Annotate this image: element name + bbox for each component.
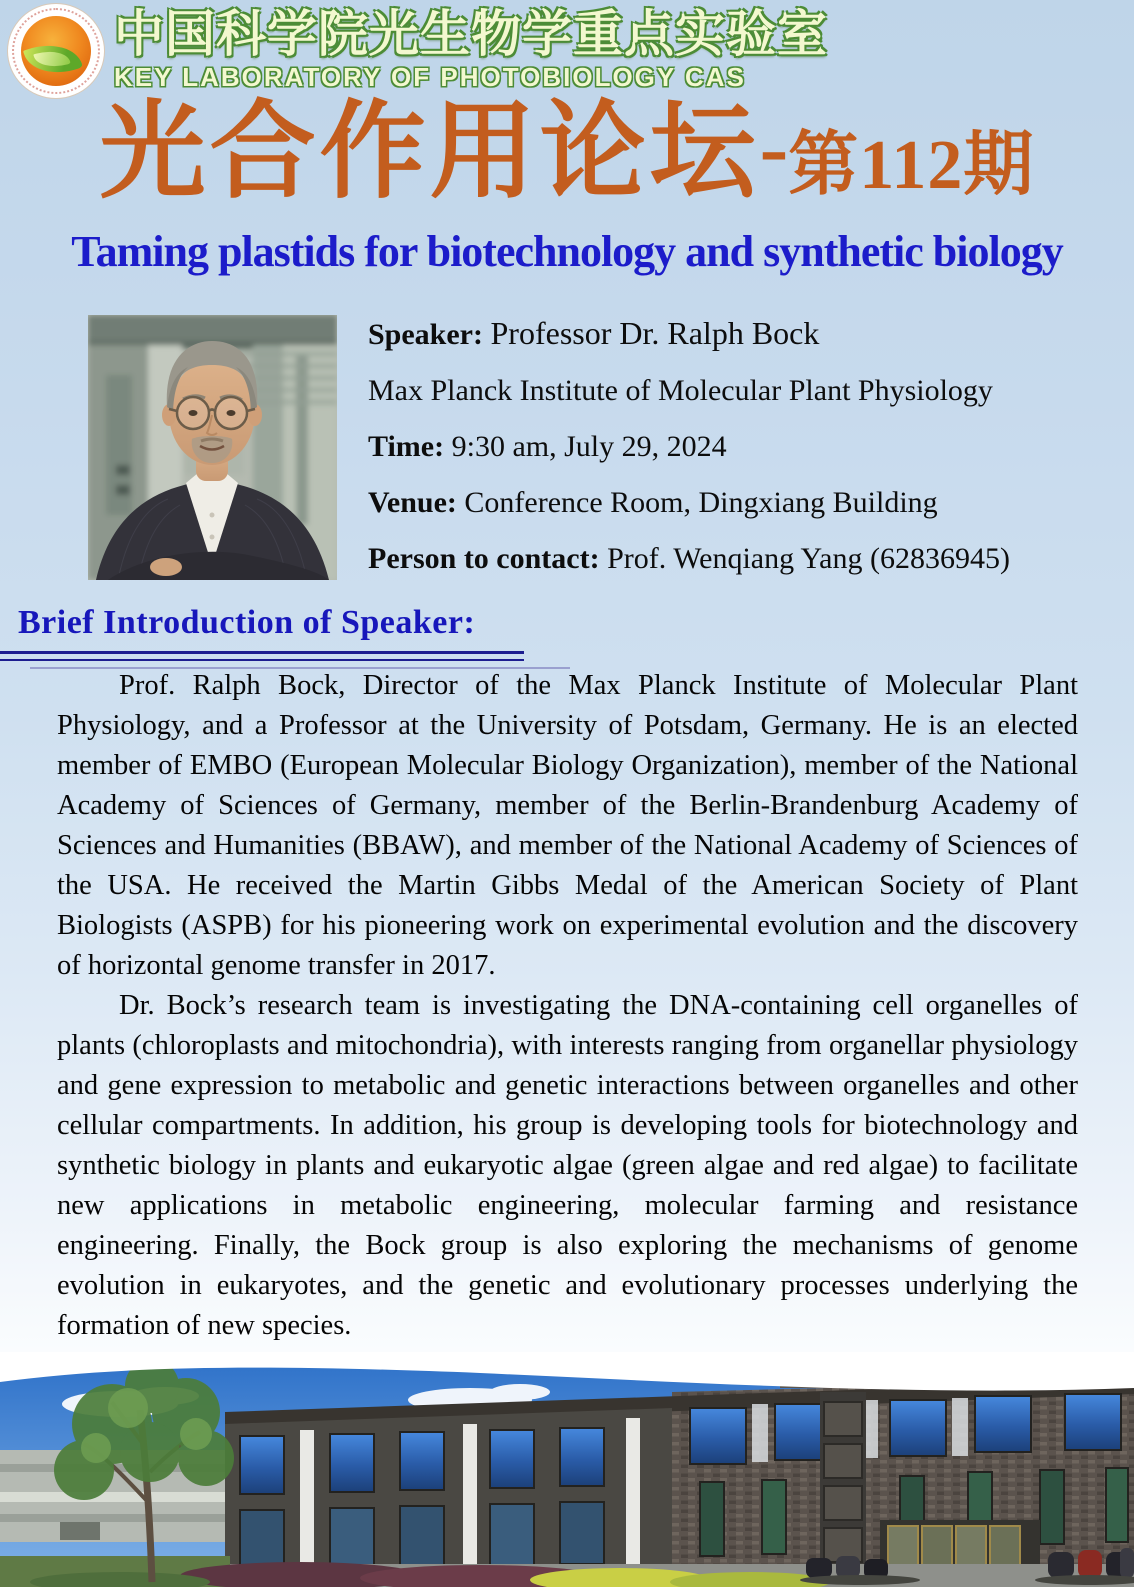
bio-paragraph-2: Dr. Bock’s research team is investigating the DNA-containing cell organelles of plants (chloroplasts and mitochondria), with interests ranging from organellar physiology and gene expression to metabolic and genetic interactions between organelles and other cellular compartments. In addition, his group is developing tools for biotechnology and synthetic biology in plants and eukaryotic algae (green algae and red algae) to facilitate new applications in metabolic engineering, molecular farming and resistance engineering. Finally, the Bock group is also exploring the mechanisms of genome evolution in eukaryotes, and the genetic and evolutionary processes underlying the formation of new species.	[57, 990, 1078, 1341]
venue-line	[368, 484, 1098, 522]
org-name-chinese: 中国科学院光生物学重点实验室	[114, 6, 828, 62]
contact-line	[368, 540, 1098, 578]
speaker-name: Professor Dr. Ralph Bock	[490, 315, 820, 351]
building-art	[0, 1352, 1134, 1587]
seminar-title-english: Taming plastids for biotechnology and synthetic biology	[71, 227, 1063, 276]
venue-value: Conference Room, Dingxiang Building	[464, 486, 938, 519]
forum-title	[0, 92, 1134, 214]
logo-sun-icon	[21, 16, 91, 86]
seminar-details	[368, 314, 1098, 596]
lab-logo-icon	[8, 4, 104, 98]
time-label: Time:	[368, 430, 445, 463]
bio-paragraph-1: Prof. Ralph Bock, Director of the Max Planck Institute of Molecular Plant Physiology, and a Professor at the University of Potsdam, Germany. He is an elected member of EMBO (European Molecular Biology Organization), member of the National Academy of Sciences of Germany, member of the Berlin-Brandenburg Academy of Sciences and Humanities (BBAW), and member of the National Academy of Sciences of the USA. He received the Martin Gibbs Medal of the American Society of Plant Biologists (ASPB) for his pioneering work on experimental evolution and the discovery of horizontal genome transfer in 2017.	[57, 670, 1078, 981]
org-names	[114, 6, 994, 92]
time-line	[368, 428, 1098, 466]
venue-label: Venue:	[368, 486, 457, 519]
intro-heading: Brief Introduction of Speaker:	[18, 604, 476, 641]
time-value: 9:30 am, July 29, 2024	[451, 430, 727, 463]
speaker-portrait-art	[88, 315, 337, 580]
org-name-english: KEY LABORATORY OF PHOTOBIOLOGY CAS	[114, 62, 746, 92]
forum-title-chinese: 光合作用论坛	[99, 94, 760, 211]
building-photo	[0, 1352, 1134, 1587]
contact-value: Prof. Wenqiang Yang (62836945)	[607, 542, 1010, 575]
contact-label: Person to contact:	[368, 542, 600, 575]
affiliation-line	[368, 372, 1098, 410]
speaker-photo	[88, 315, 337, 580]
forum-title-dash: -	[759, 99, 789, 195]
forum-issue-number: 第112期	[788, 127, 1035, 204]
speaker-biography	[57, 666, 1078, 1346]
speaker-affiliation: Max Planck Institute of Molecular Plant Physiology	[368, 374, 993, 407]
speaker-line	[368, 314, 1098, 354]
intro-heading-underline	[0, 651, 524, 665]
speaker-label: Speaker:	[368, 318, 483, 351]
